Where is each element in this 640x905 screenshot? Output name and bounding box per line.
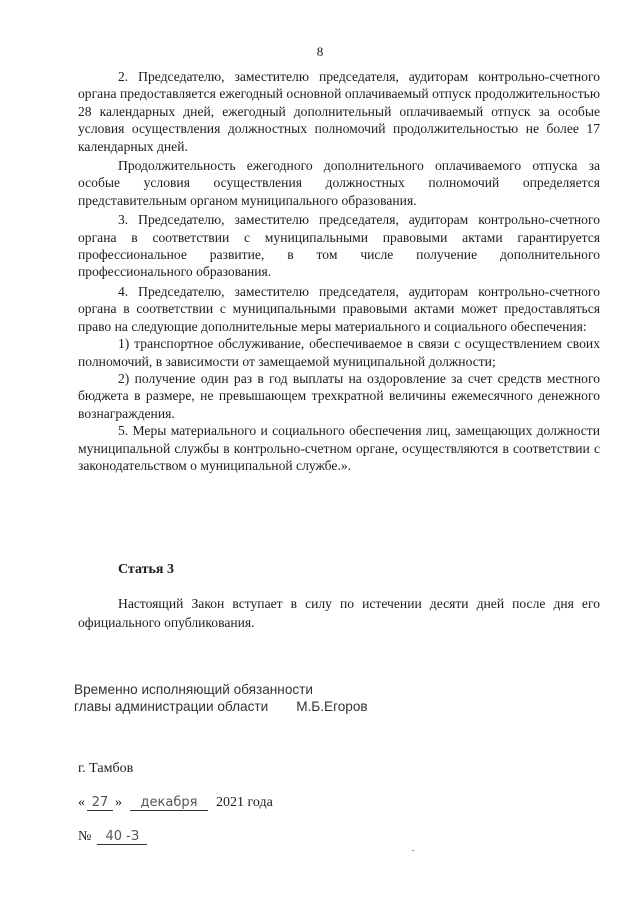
city: г. Тамбов [78, 761, 134, 776]
number-value: 40 -З [97, 829, 147, 845]
paragraph-4: 4. Председателю, заместителю председателя, аудиторам контрольно-счетного органа в соответствии с муниципальными правовыми актами может предоставляться право на следующие дополнительные меры материального и социального обеспечения: [78, 283, 600, 334]
date-close-quote: » [115, 795, 122, 810]
page-number: 8 [316, 44, 324, 59]
signature-title-line1: Временно исполняющий обязанности [74, 682, 313, 697]
paragraph-2: 2. Председателю, заместителю председателя, аудиторам контрольно-счетного органа предоставляется ежегодный основной оплачиваемый отпуск продолжительностью 28 календарных дней, ежегодный дополнительный оплачиваемый отпуск за особые условия осуществления должностных полномочий продолжительностью не более 17 календарных дней. [78, 69, 600, 154]
paragraph-5: 5. Меры материального и социального обеспечения лиц, замещающих должности муниципальной службы в контрольно-счетном органе, осуществляются в соответствии с законодательством о муниципальной службе.». [78, 423, 600, 473]
signature-name: М.Б.Егоров [296, 699, 368, 714]
document-number [78, 829, 147, 845]
article-paragraph: Настоящий Закон вступает в силу по истечении десяти дней после дня его официального опубликования. [78, 596, 600, 630]
article-title: Статья 3 [118, 562, 174, 577]
date-month: декабря [130, 795, 208, 811]
date-line [78, 795, 273, 811]
paragraph-4-item-2: 2) получение один раз в год выплаты на оздоровление за счет средств местного бюджета в размере, не превышающем трехкратной величины ежемесячного денежного вознаграждения. [78, 370, 600, 421]
date-open-quote: « [78, 795, 85, 810]
paragraph-4-item-1: 1) транспортное обслуживание, обеспечиваемое в связи с осуществлением своих полномочий, в зависимости от замещаемой муниципальной должности; [78, 336, 600, 369]
paragraph-2-continued: Продолжительность ежегодного дополнительного оплачиваемого отпуска за особые условия осуществления должностных полномочий определяется представительным органом муниципального образования. [78, 158, 600, 208]
signature-title-line2: главы администрации области [74, 699, 269, 714]
signature-block [74, 681, 368, 715]
number-sign: № [78, 829, 92, 844]
document-body [78, 68, 600, 476]
scan-speck [412, 850, 414, 851]
date-year: 2021 года [216, 795, 273, 810]
date-day: 27 [87, 795, 113, 811]
article-text [78, 594, 600, 632]
paragraph-3: 3. Председателю, заместителю председателя, аудиторам контрольно-счетного органа в соответствии с муниципальными правовыми актами гарантируется профессиональное развитие, в том числе получение дополнительного профессионального образования. [78, 212, 600, 280]
